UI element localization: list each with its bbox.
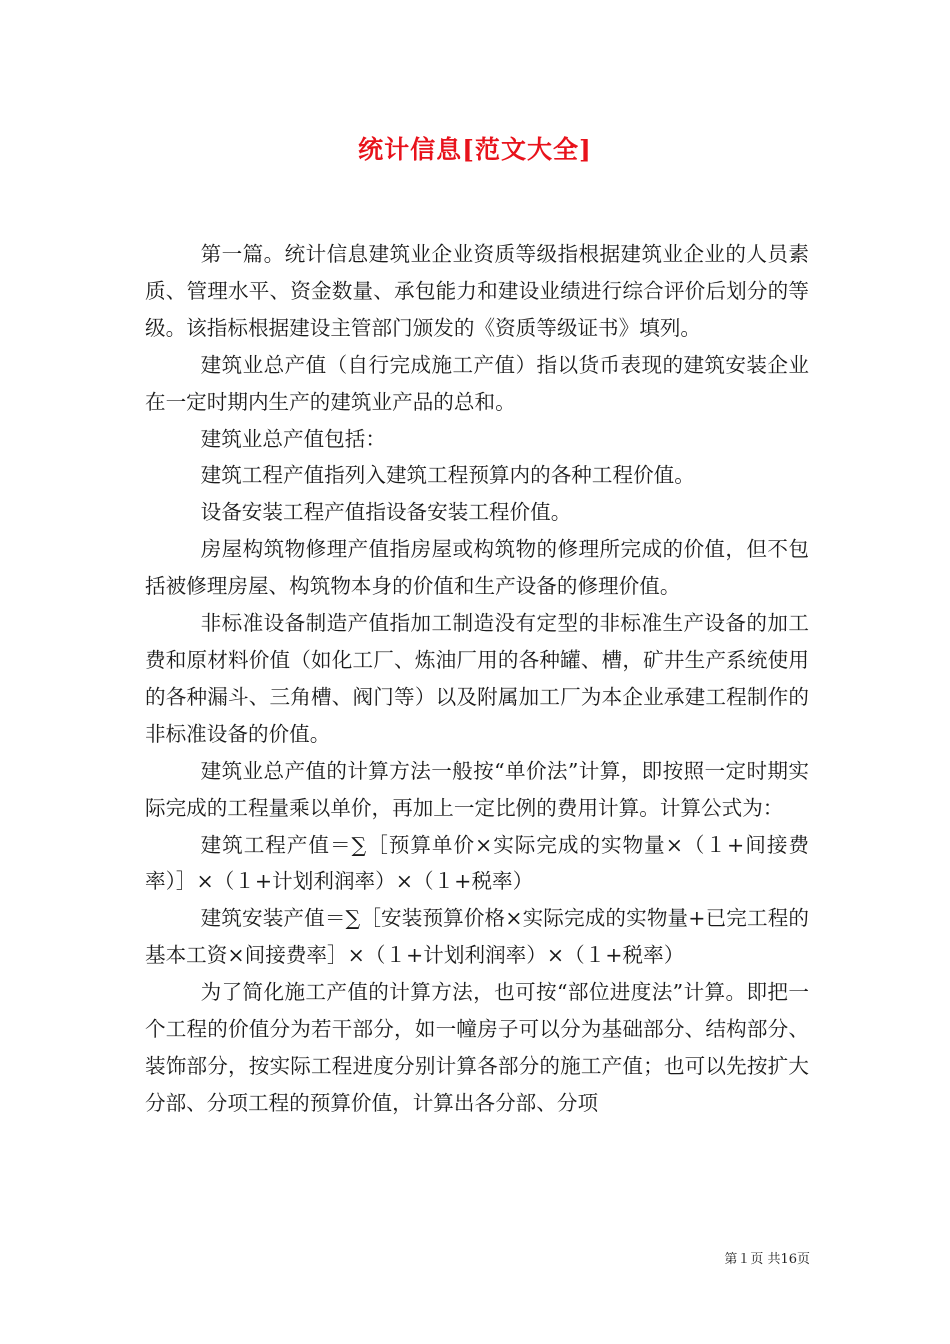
page-number-footer: 第１页 共16页 xyxy=(724,1252,810,1267)
paragraph: 建筑业总产值（自行完成施工产值）指以货币表现的建筑安装企业在一定时期内生产的建筑业产品的总和。 xyxy=(145,352,809,414)
document-title: 统计信息[范文大全] xyxy=(358,135,592,164)
paragraph: 设备安装工程产值指设备安装工程价值。 xyxy=(200,500,572,525)
paragraph: 建筑工程产值＝∑［预算单价×实际完成的实物量×（１+间接费率）］×（１+计划利润率）×（１+税率） xyxy=(145,832,809,894)
paragraph: 为了简化施工产值的计算方法，也可按“部位进度法”计算。即把一个工程的价值分为若干部分，如一幢房子可以分为基础部分、结构部分、装饰部分，按实际工程进度分别计算各部分的施工产值；也可以先按扩大分部、分项工程的预算价值，计算出各分部、分项 xyxy=(145,980,809,1115)
paragraph: 房屋构筑物修理产值指房屋或构筑物的修理所完成的价值，但不包括被修理房屋、构筑物本身的价值和生产设备的修理价值。 xyxy=(145,537,809,599)
paragraph: 建筑业总产值包括： xyxy=(200,426,386,451)
paragraph: 非标准设备制造产值指加工制造没有定型的非标准生产设备的加工费和原材料价值（如化工厂、炼油厂用的各种罐、槽，矿井生产系统使用的各种漏斗、三角槽、阀门等）以及附属加工厂为本企业承建工程制作的非标准设备的价值。 xyxy=(145,611,809,746)
paragraph: 建筑工程产值指列入建筑工程预算内的各种工程价值。 xyxy=(200,463,695,488)
paragraph: 建筑业总产值的计算方法一般按“单价法”计算，即按照一定时期实际完成的工程量乘以单价，再加上一定比例的费用计算。计算公式为： xyxy=(145,758,809,820)
paragraph: 第一篇。统计信息建筑业企业资质等级指根据建筑业企业的人员素质、管理水平、资金数量、承包能力和建设业绩进行综合评价后划分的等级。该指标根据建设主管部门颁发的《资质等级证书》填列。 xyxy=(145,242,809,340)
paragraph: 建筑安装产值＝∑［安装预算价格×实际完成的实物量+已完工程的基本工资×间接费率］×（１+计划利润率）×（１+税率） xyxy=(145,906,809,968)
document-body xyxy=(145,236,809,1122)
